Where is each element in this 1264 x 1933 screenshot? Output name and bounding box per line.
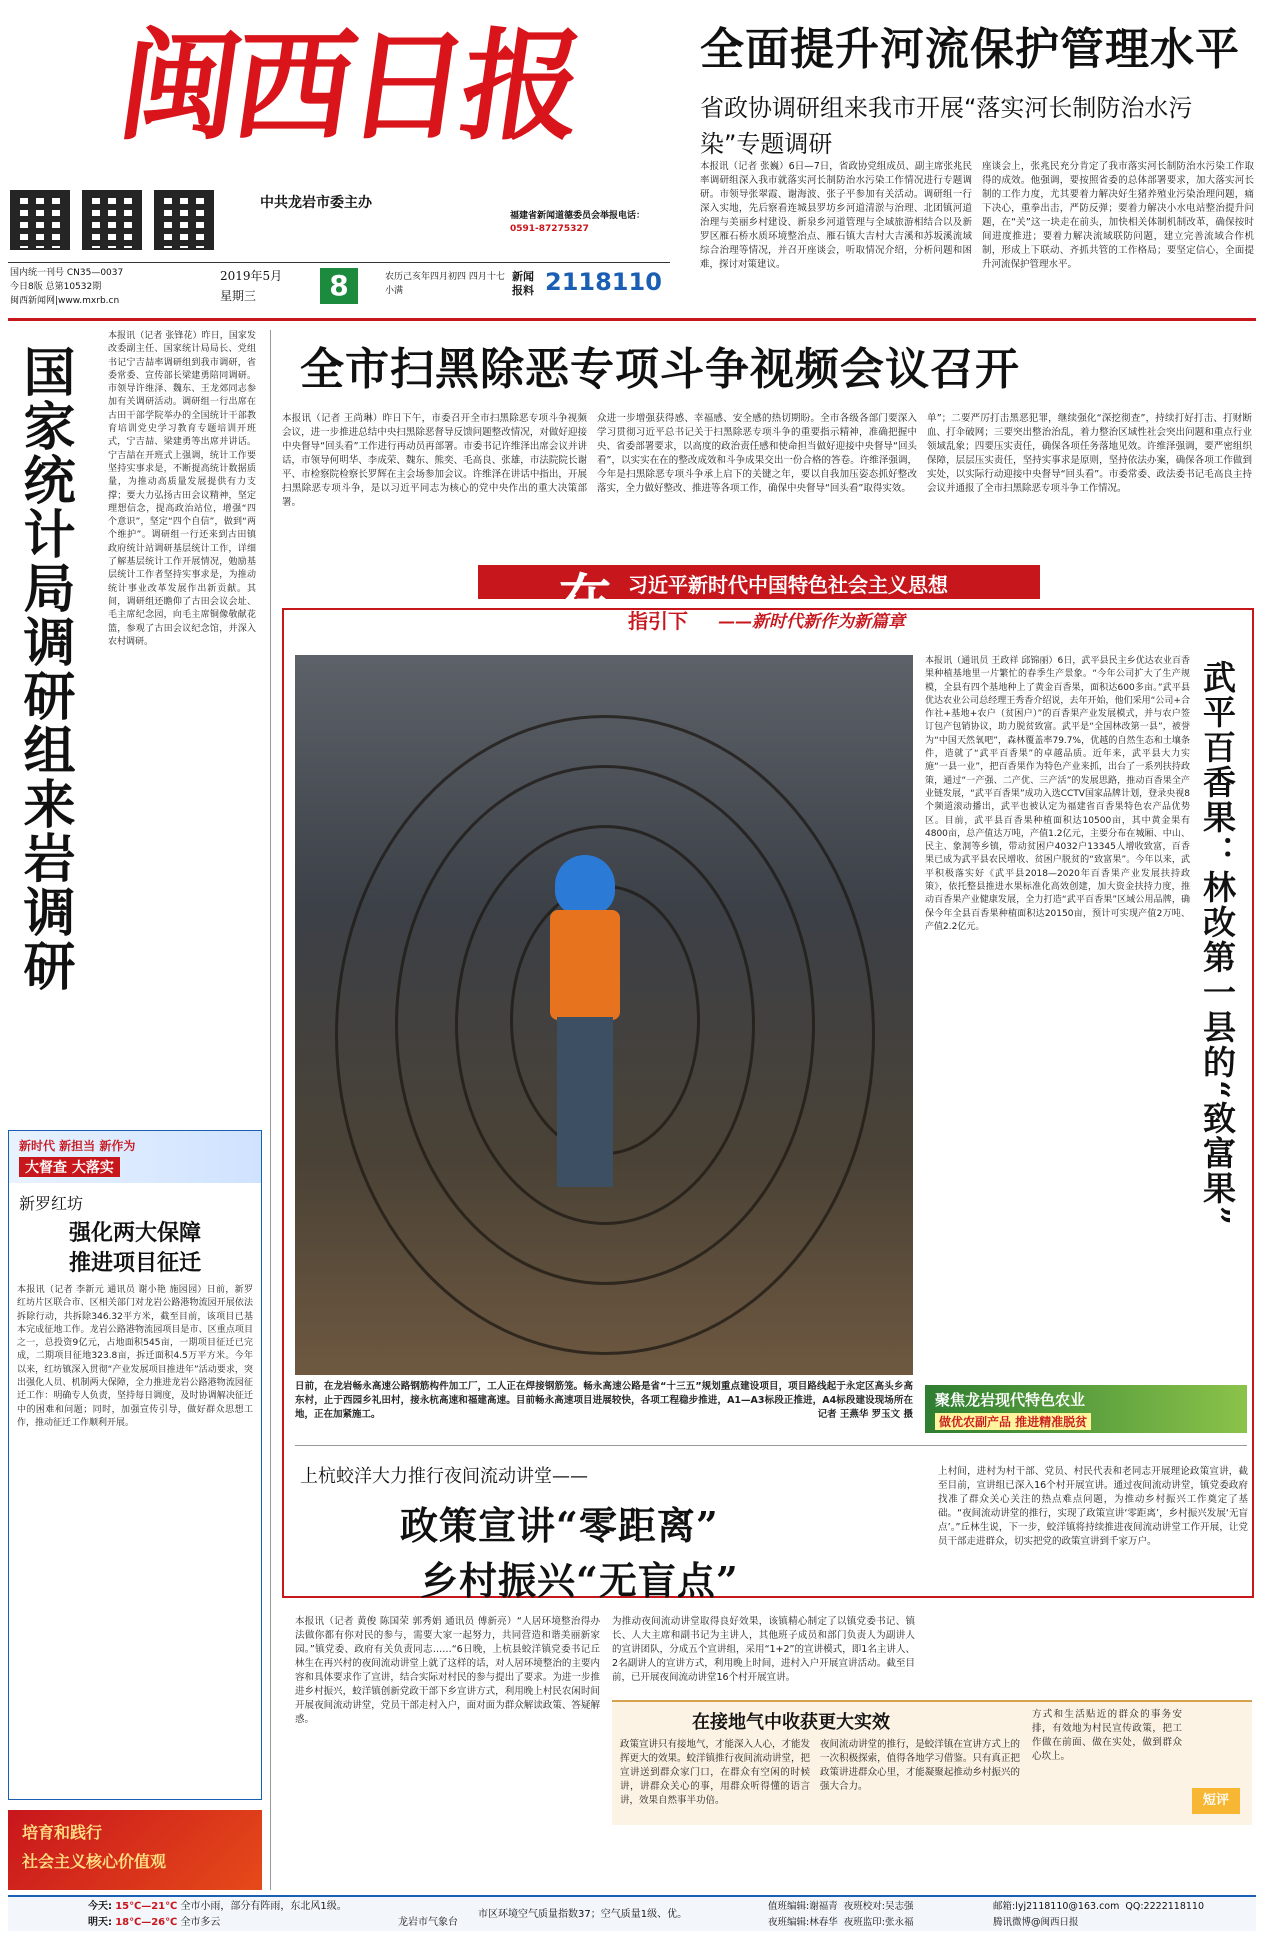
values-banner: 培育和践行 社会主义核心价值观 bbox=[8, 1810, 262, 1890]
complaint-line: 福建省新闻道德委员会举报电话： 0591-87275327 bbox=[510, 211, 646, 234]
sidebar-box: 新时代 新担当 新作为 大督查 大落实 新罗红坊 强化两大保障 推进项目征迁 本报讯（记者 李新元 通讯员 谢小艳 施园园）日前，新罗红坊片区联合市、区相关部门对龙岩公路港物流园开展依法拆除行动，共拆除346.32平方米，截至目前，该项目已基本完成征地工作。龙岩公路港物流园项目是市、区重点项目之一，总投资9亿元，占地面积545亩，一期项目征迁已完成，二期项目征地323.8亩，拆迁面积4.5万平方米。今年以来，红坊镇深入贯彻“产业发展项目推进年”活动要求，突出强化人员、机制两大保障，全力推进龙岩公路港物流园征迁工作：明确专人负责，坚持每日调度，及时协调解决征迁中的困难和问题；同时，加强宣传引导，做好群众思想工作，推动征迁工作顺利开展。 bbox=[8, 1130, 262, 1800]
meeting-body-3: 单”；二要严厉打击黑恶犯罪，继续强化“深挖彻查”，持续打好打击、打财断血、打伞破网；三要突出整治治乱，着力整治区域性社会突出问题和重点行业领域乱象；四要压实责任，确保各项任务落地见效。许维泽强调，要严密组织保障，层层压实责任，坚持实事求是原则，坚持依法办案，确保各项工作做到实处，以实际行动迎接中央督导“回头看”。市委常委、政法委书记毛高良主持会议并通报了全市扫黑除恶专项斗争工作情况。 bbox=[927, 413, 1252, 494]
issue-info: 国内统一刊号 CN35—0037 今日8版 总第10532期 闽西新闻网|www.mxrb.cn bbox=[10, 268, 124, 306]
feature-banner: 在 习近平新时代中国特色社会主义思想 指引下 ——新时代新作为新篇章 bbox=[478, 565, 1040, 635]
editor-block: 值班编辑:谢福青 夜班校对:吴志强 夜班编辑:林春华 夜班监印:张永福 bbox=[768, 1901, 914, 1928]
meeting-headline: 全市扫黑除恶专项斗争视频会议召开 bbox=[300, 344, 1020, 395]
contact-block: 邮箱:lyj2118110@163.com QQ:2222118110 腾讯微博@闽西日报 bbox=[993, 1901, 1205, 1928]
issue-date: 2019年5月 星期三 bbox=[220, 269, 283, 303]
sidebar-body: 本报讯（记者 李新元 通讯员 谢小艳 施园园）日前，新罗红坊片区联合市、区相关部门对龙岩公路港物流园开展依法拆除行动，共拆除346.32平方米，截至目前，该项目已基本完成征地工作。龙岩公路港物流园项目是市、区重点项目之一，总投资9亿元，占地面积545亩，一期项目征迁已完成，二期项目征地323.8亩，拆迁面积4.5万平方米。今年以来，红坊镇深入贯彻“产业发展项目推进年”活动要求，突出强化人员、机制两大保障，全力推进龙岩公路港物流园征迁工作：明确专人负责，坚持每日调度，及时协调解决征迁中的困难和问题；同时，加强宣传引导，做好群众思想工作，推动征迁工作顺利开展。 bbox=[17, 1285, 253, 1428]
hotline-number: 2118110 bbox=[545, 268, 662, 296]
commentary-box: 在接地气中收获更大实效 政策宣讲只有接地气，才能深入人心，才能发挥更大的效果。蛟洋镇推行夜间流动讲堂，把宣讲送到群众家门口，在群众有空闲的时候讲，讲群众关心的事，用群众听得懂的语言讲，效果自然事半功倍。 夜间流动讲堂的推行，是蛟洋镇在宣讲方式上的一次积极探索，值得各地学习借鉴。只有真正把政策讲进群众心里，才能凝聚起推动乡村振兴的强大合力。 方式和生活贴近的群众的事务安排，有效地为村民宣传政策，把工作做在前面、做在实处，做到群众心坎上。 短评 bbox=[612, 1700, 1252, 1825]
footer-bar: 今天: 15℃—21℃ 全市小雨，部分有阵雨，东北风1级。 明天: 18℃—26℃ 全市多云 龙岩市气象台 市区环境空气质量指数37；空气质量1级、优。 值班编辑:谢福青 夜班校对:吴志强 夜班编辑:林春华 夜班监印:张永福 邮箱:lyj2118110@163.com QQ:2222118110 腾讯微博@闽西日报 bbox=[8, 1895, 1256, 1931]
hotline-label: 新闻报料 bbox=[512, 270, 534, 297]
qr-code-icon bbox=[82, 190, 142, 250]
left-story-headline: 国家统计局调研组来岩调研 bbox=[14, 345, 75, 993]
top-story-body-right: 座谈会上，张兆民充分肯定了我市落实河长制防治水污染工作取得的成效。他强调，要按照省委的总体部署要求，加大落实河长制的工作力度，尤其要着力解决好生猪养殖业污染治理问题，痛下决心，重拳出击，严防反弹；要着力解决小水电站整治提升问题，在“关”这一块走在前头，加快相关体制机制改革，确保按时间进度推进；要着力解决流域联防问题，建立完善流域合作机制，形成上下联动、齐抓共管的工作格局；要坚定信心，全面提升河流保护管理水平。 bbox=[982, 161, 1254, 270]
masthead-logo: 闽西日报 bbox=[110, 16, 587, 157]
lecture-headline-2: 乡村振兴“无盲点” bbox=[420, 1558, 739, 1603]
news-photo bbox=[295, 655, 913, 1375]
lunar-date: 农历己亥年四月初四 四月十七小满 bbox=[385, 272, 505, 296]
top-story-body-left: 本报讯（记者 张巍）6日—7日，省政协党组成员、副主席张兆民率调研组深入我市就落实河长制防治水污染工作情况进行专题调研。市领导张翠霞、谢海波、张子平参加有关活动。调研组一行深入实地，先后察看连城县罗坊乡河道清淤与治理、北团镇河道治理与美丽乡村建设、新泉乡河道管理与全域旅游相结合以及新罗区雁石桥水质环境整治点、雁石镇大吉村大吉溪和苏坂溪流域综合治理等情况，并召开座谈会，听取情况介绍，分析问题和困难，探讨对策建议。 bbox=[700, 161, 972, 270]
lecture-kicker: 上杭蛟洋大力推行夜间流动讲堂—— bbox=[300, 1466, 588, 1487]
qr-code-icon bbox=[10, 190, 70, 250]
top-story-headline: 全面提升河流保护管理水平 bbox=[700, 24, 1240, 75]
commentary-stamp: 短评 bbox=[1192, 1788, 1240, 1814]
meeting-body-1: 本报讯（记者 王尚琳）昨日下午，市委召开全市扫黑除恶专项斗争视频会议，进一步推进总结中央扫黑除恶督导反馈问题整改情况，对做好迎接中央督导“回头看”工作进行再动员再部署。市委书记许维泽出席会议并讲话，市领导何明华、李成荣、魏东、熊奕、毛高良、张雄，市法院院长谢平、市检察院检察长罗辉在主会场参加会议。许维泽在讲话中指出，开展扫黑除恶专项斗争，是以习近平同志为核心的党中央作出的重大决策部署。 bbox=[282, 413, 587, 508]
wuping-body: 本报讯（通讯员 王政祥 邱锦丽）6日，武平县民主乡优达农业百香果种植基地里一片繁忙的春季生产景象。“今年公司扩大了生产规模，全县有四个基地种上了黄金百香果，面积达600多亩。”武平县优达农业公司总经理王秀香介绍说，去年开始，他们采用“公司+合作社+基地+农户（贫困户）”的百香果产业发展模式，并与农户签订包产包销协议，助力脱贫致富。武平是“全国林改第一县”，被誉为“中国天然氧吧”，森林覆盖率79.7%，优越的自然生态和土壤条件，造就了“武平百香果”的卓越品质。近年来，武平县大力实施“一县一业”，把百香果作为特色产业来抓，出台了一系列扶持政策，通过“一产强、二产优、三产活”的发展思路，推动百香果全产业链发展，“武平百香果”成功入选CCTV国家品牌计划，登录央视8个频道滚动播出，武平也被认定为福建省百香果特色农产品优势区。目前，武平县百香果种植面积达10500亩，其中黄金果有4800亩，总产值达万吨，产值1.2亿元，主要分布在城厢、中山、民主、象洞等乡镇，带动贫困户4032户13345人增收致富，百香果已成为武平县农民增收、贫困户脱贫的“致富果”。今年以来，武平积极落实好《武平县2018—2020年百香果产业发展扶持政策》，依托整县推进水果标准化高效创建，加大资金扶持力度，推动百香果产业健康发展，全力打造“武平百香果”区域公用品牌，确保今年全县百香果种植面积达20150亩，预计可实现产值2万吨、产值2.2亿元。 bbox=[925, 656, 1190, 932]
lecture-body-2: 为推动夜间流动讲堂取得良好效果，该镇精心制定了以镇党委书记、镇长、人大主席和副书记为主讲人，其他班子成员和部门负责人为副讲人的宣讲团队，分成五个宣讲组，采用“1+2”的宣讲模式，即1名主讲人、2名副讲人的宣讲方式，利用晚上时间，进村入户开展宣讲活动。截至目前，已开展夜间流动讲堂16个村开展宣讲。 bbox=[612, 1616, 915, 1683]
masthead-sponsor: 中共龙岩市委主办 bbox=[260, 195, 372, 211]
lecture-body-1: 本报讯（记者 黄俊 陈国荣 郭秀娟 通讯员 傅新亮）“人居环境整治得办法做你都有你对民的参与，需要大家一起努力，共同营造和谐美丽新家园。”镇党委、政府有关负责同志……“6日晚，上杭县蛟洋镇党委书记丘林生在再兴村的夜间流动讲堂上就了这样的话，对人居环境整治的主要内容和具体要求作了宣讲，结合实际对村民的参与提出了要求。为进一步推进乡村振兴，蛟洋镇创新党政干部下乡宣讲方式，利用晚上村民农闲时间开展夜间流动讲堂，党员干部走村入户，面对面为群众解读政策、答疑解惑。 bbox=[295, 1616, 600, 1725]
top-story-subhead: 省政协调研组来我市开展“落实河长制防治水污染”专题调研 bbox=[700, 94, 1193, 158]
sidebar-banner: 新时代 新担当 新作为 大督查 大落实 bbox=[9, 1131, 261, 1183]
left-story-body: 本报讯（记者 张锋花）昨日，国家发改委副主任、国家统计局局长、党组书记宁吉喆率调研组到我市调研，省委常委、宣传部长梁建勇陪同调研。市领导许维泽、魏东、王龙郊同志参加有关调研活动。调研组一行出席在古田干部学院举办的全国统计干部教育培训党史学习教育专题培训开班式，宁吉喆、梁建勇等出席并讲话。宁吉喆在开班式上强调，统计工作要坚持实事求是，不断提高统计数据质量，为推动高质量发展提供有力支撑；要大力弘扬古田会议精神，坚定理想信念，提高政治站位，增强“四个意识”，坚定“四个自信”，做到“两个维护”。调研组一行还来到古田镇政府统计站调研基层统计工作，详细了解基层统计工作开展情况，勉励基层统计工作者坚持实事求是，为推动统计事业改革发展作出新贡献。其间，调研组还瞻仰了古田会议会址、毛主席纪念园，向毛主席铜像敬献花篮，参观了古田会议纪念馆，并深入农村调研。 bbox=[108, 331, 256, 647]
agri-banner: 聚焦龙岩现代特色农业 做优农副产品 推进精准脱贫 bbox=[925, 1385, 1247, 1433]
qr-code-icon bbox=[154, 190, 214, 250]
lecture-headline-1: 政策宣讲“零距离” bbox=[400, 1503, 719, 1548]
wuping-headline: 武平百香果：林改第一县的“致富果” bbox=[1198, 660, 1237, 1227]
weather-block: 今天: 15℃—21℃ 全市小雨，部分有阵雨，东北风1级。 明天: 18℃—26℃ 全市多云 bbox=[88, 1901, 347, 1928]
photo-caption: 日前，在龙岩畅永高速公路钢筋构件加工厂，工人正在焊接钢筋笼。畅永高速公路是省“十三五”规划重点建设项目，项目路线起于永定区高头乡高东村，止于西园乡礼田村，接永杭高速和福建高速。目前畅永高速项目进展较快，各项工程稳步推进，A1—A3标段正推进，A4标段建设现场所在地，正在加紧施工。 记者 王燕华 罗玉文 摄 bbox=[295, 1381, 913, 1420]
meeting-body-2: 众进一步增强获得感、幸福感、安全感的热切期盼。全市各级各部门要深入学习贯彻习近平总书记关于扫黑除恶专项斗争的重要指示精神，准确把握中央、省委部署要求，以高度的政治责任感和使命担当做好迎接中央督导“回头看”，以实实在在的整改成效和斗争成果交出一份合格的答卷。许维泽强调，今年是扫黑除恶专项斗争承上启下的关键之年，要以自我加压姿态抓好整改落实，全力做好整改、推进等各项工作，确保中央督导“回头看”取得实效。 bbox=[597, 413, 917, 494]
issue-day-number: 8 bbox=[320, 268, 358, 304]
lecture-body-3: 上村间，进村为村干部、党员、村民代表和老同志开展理论政策宣讲，截至目前，宣讲组已深入16个村开展宣讲。通过夜间流动讲堂，镇党委政府找准了群众关心关注的热点难点问题，为推动乡村振兴工作奠定了基础。“夜间流动讲堂的推行，实现了政策宣讲‘零距离’，乡村振兴发展‘无盲点’。”丘林生说，下一步，蛟洋镇将持续推进夜间流动讲堂工作开展，让党员干部走进群众，切实把党的政策宣讲到千家万户。 bbox=[938, 1466, 1248, 1547]
